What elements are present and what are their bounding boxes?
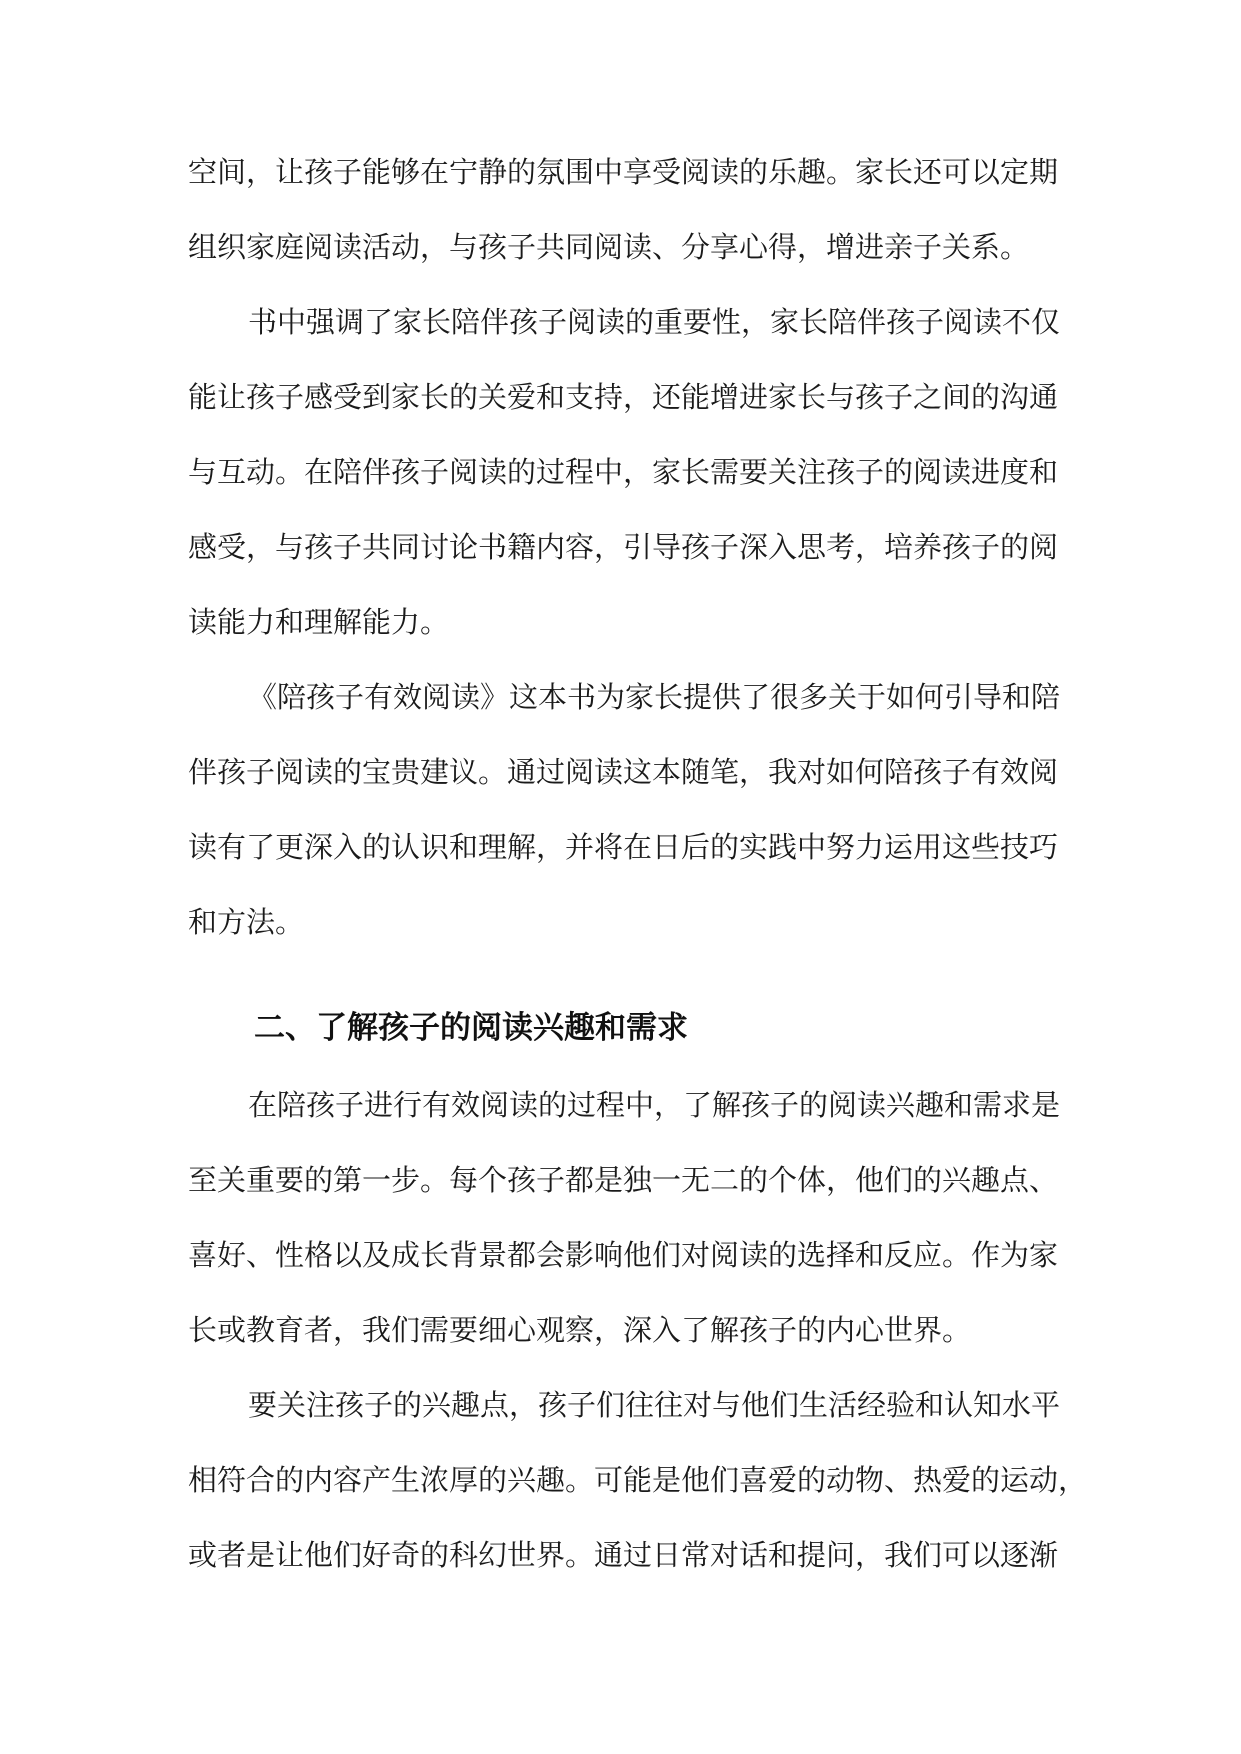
paragraph-line: 读有了更深入的认识和理解，并将在日后的实践中努力运用这些技巧	[188, 830, 1059, 864]
paragraph-line: 要关注孩子的兴趣点，孩子们往往对与他们生活经验和认知水平	[248, 1388, 1061, 1422]
paragraph-line: 长或教育者，我们需要细心观察，深入了解孩子的内心世界。	[188, 1313, 972, 1347]
paragraph-line: 书中强调了家长陪伴孩子阅读的重要性，家长陪伴孩子阅读不仅	[248, 305, 1061, 339]
section-heading: 二、了解孩子的阅读兴趣和需求	[254, 1010, 688, 1046]
paragraph-line: 组织家庭阅读活动，与孩子共同阅读、分享心得，增进亲子关系。	[188, 230, 1030, 264]
paragraph-line: 能让孩子感受到家长的关爱和支持，还能增进家长与孩子之间的沟通	[188, 380, 1059, 414]
paragraph-line: 至关重要的第一步。每个孩子都是独一无二的个体，他们的兴趣点、	[188, 1163, 1059, 1197]
paragraph-line: 伴孩子阅读的宝贵建议。通过阅读这本随笔，我对如何陪孩子有效阅	[188, 755, 1059, 789]
paragraph-line: 和方法。	[188, 905, 305, 939]
paragraph-line: 感受，与孩子共同讨论书籍内容，引导孩子深入思考，培养孩子的阅	[188, 530, 1059, 564]
paragraph-line: 喜好、性格以及成长背景都会影响他们对阅读的选择和反应。作为家	[188, 1238, 1059, 1272]
paragraph-line: 在陪孩子进行有效阅读的过程中，了解孩子的阅读兴趣和需求是	[248, 1088, 1061, 1122]
paragraph-line: 《陪孩子有效阅读》这本书为家长提供了很多关于如何引导和陪	[248, 680, 1061, 714]
paragraph-line: 空间，让孩子能够在宁静的氛围中享受阅读的乐趣。家长还可以定期	[188, 155, 1059, 189]
paragraph-line: 与互动。在陪伴孩子阅读的过程中，家长需要关注孩子的阅读进度和	[188, 455, 1059, 489]
paragraph-line: 或者是让他们好奇的科幻世界。通过日常对话和提问，我们可以逐渐	[188, 1538, 1059, 1572]
paragraph-line: 读能力和理解能力。	[188, 605, 450, 639]
paragraph-line: 相符合的内容产生浓厚的兴趣。可能是他们喜爱的动物、热爱的运动，	[188, 1463, 1088, 1497]
